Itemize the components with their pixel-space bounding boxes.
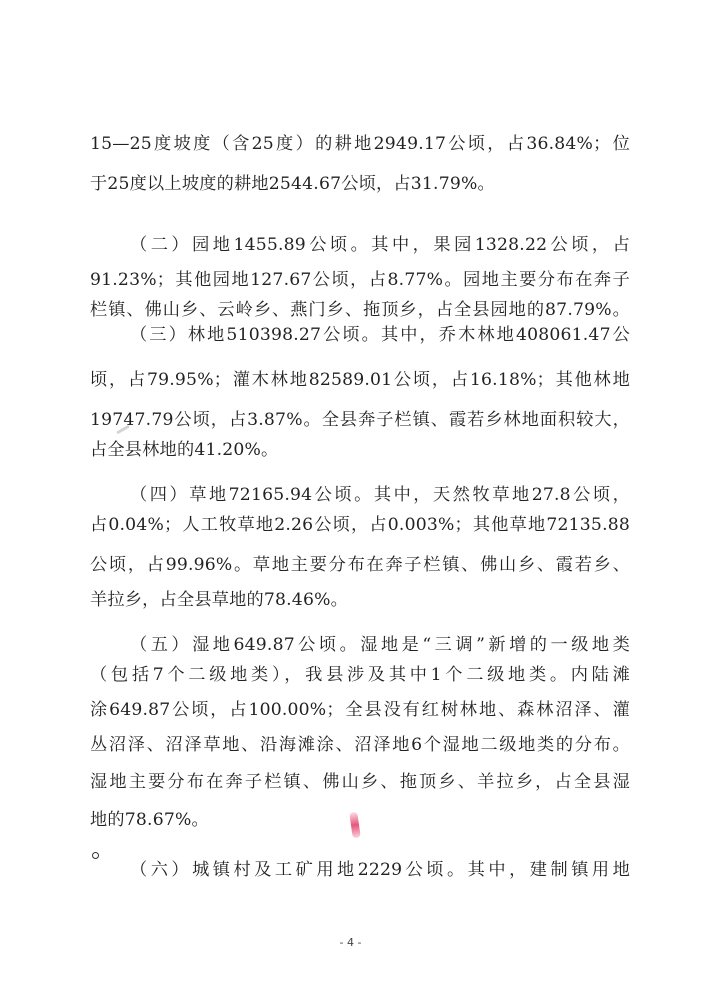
text-line: 19747.79公顷，占3.87%。全县奔子栏镇、霞若乡林地面积较大， <box>90 410 630 430</box>
text-line: 于25度以上坡度的耕地2544.67公顷，占31.79%。 <box>90 174 495 194</box>
text-line: （四）草地72165.94公顷。其中，天然牧草地27.8公顷， <box>130 485 630 505</box>
text-line: （六）城镇村及工矿用地2229公顷。其中，建制镇用地 <box>130 860 630 880</box>
text-line: 占0.04%；人工牧草地2.26公顷，占0.003%；其他草地72135.88 <box>90 515 630 535</box>
text-line: （二）园地1455.89公顷。其中，果园1328.22公顷，占 <box>130 235 630 255</box>
text-line: 羊拉乡，占全县草地的78.46%。 <box>90 590 348 610</box>
margin-circle-mark <box>92 852 99 859</box>
text-line: 地的78.67%。 <box>90 810 209 830</box>
text-line: 顷，占79.95%；灌木林地82589.01公顷，占16.18%；其他林地 <box>90 370 630 390</box>
text-line: （三）林地510398.27公顷。其中，乔木林地408061.47公 <box>130 325 630 345</box>
text-line: （五）湿地649.87公顷。湿地是“三调”新增的一级地类 <box>130 635 630 655</box>
text-line: 公顷，占99.96%。草地主要分布在奔子栏镇、佛山乡、霞若乡、 <box>90 555 630 575</box>
text-line: 栏镇、佛山乡、云岭乡、燕门乡、拖顶乡，占全县园地的87.79%。 <box>90 300 630 320</box>
text-line: 涂649.87公顷，占100.00%；全县没有红树林地、森林沼泽、灌 <box>90 700 630 720</box>
text-line: 91.23%；其他园地127.67公顷，占8.77%。园地主要分布在奔子 <box>90 270 630 290</box>
text-line: 湿地主要分布在奔子栏镇、佛山乡、拖顶乡、羊拉乡，占全县湿 <box>90 772 630 792</box>
text-line: 占全县林地的41.20%。 <box>90 440 279 460</box>
text-line: （包括7个二级地类），我县涉及其中1个二级地类。内陆滩 <box>90 665 630 685</box>
text-line: 丛沼泽、沼泽草地、沿海滩涂、沼泽地6个湿地二级地类的分布。 <box>90 735 630 755</box>
text-line: 15—25度坡度（含25度）的耕地2949.17公顷，占36.84%；位 <box>90 134 630 154</box>
page-number: - 4 - <box>339 936 362 949</box>
